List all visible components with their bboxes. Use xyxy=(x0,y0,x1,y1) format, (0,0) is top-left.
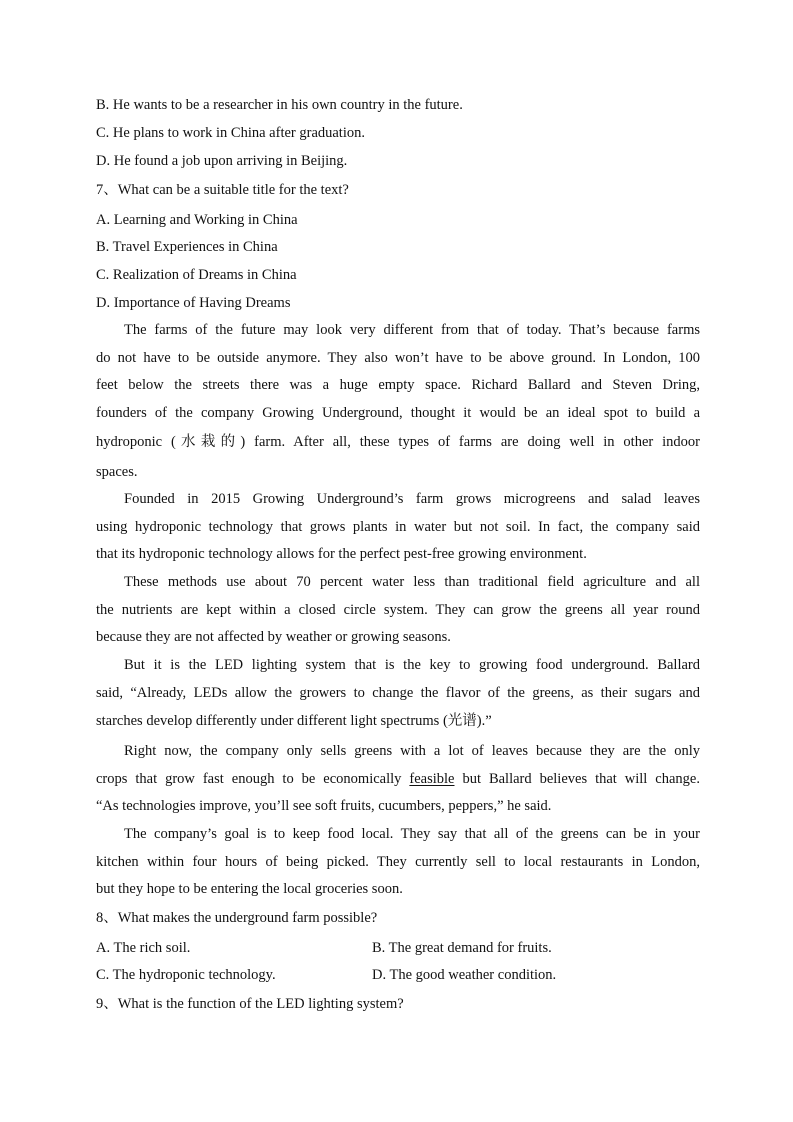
q7-option-a: A. Learning and Working in China xyxy=(96,212,298,228)
paragraph-line: But it is the LED lighting system that is the key to growing food underground. Ballard xyxy=(124,657,700,673)
paragraph-line: The farms of the future may look very different from that of today. That’s because farms xyxy=(124,322,700,338)
paragraph-line: kitchen within four hours of being picked. They currently sell to local restaurants in London, xyxy=(96,854,700,870)
q8-question: 8、What makes the underground farm possible? xyxy=(96,910,378,926)
q7-option-b: B. Travel Experiences in China xyxy=(96,239,278,255)
q7-question: 7、What can be a suitable title for the text? xyxy=(96,182,349,198)
paragraph-line: said, “Already, LEDs allow the growers to change the flavor of the greens, as their sugars and xyxy=(96,685,700,701)
paragraph-line: spaces. xyxy=(96,464,138,480)
q8-option-c: C. The hydroponic technology. xyxy=(96,967,276,983)
q8-option-b: B. The great demand for fruits. xyxy=(372,940,552,956)
paragraph-line: The company’s goal is to keep food local. They say that all of the greens can be in your xyxy=(124,826,700,842)
paragraph-line: crops that grow fast enough to be economically feasible but Ballard believes that will change. xyxy=(96,771,700,787)
q8-option-a: A. The rich soil. xyxy=(96,940,191,956)
paragraph-line: do not have to be outside anymore. They also won’t have to be above ground. In London, 100 xyxy=(96,350,700,366)
q7-option-d: D. Importance of Having Dreams xyxy=(96,295,291,311)
paragraph-line: but they hope to be entering the local groceries soon. xyxy=(96,881,403,897)
paragraph-line: that its hydroponic technology allows for the perfect pest-free growing environment. xyxy=(96,546,587,562)
q6-option-b: B. He wants to be a researcher in his own country in the future. xyxy=(96,97,463,113)
paragraph-line: These methods use about 70 percent water less than traditional field agriculture and all xyxy=(124,574,700,590)
paragraph-line: Founded in 2015 Growing Underground’s farm grows microgreens and salad leaves xyxy=(124,491,700,507)
underlined-word-feasible: feasible xyxy=(409,771,455,787)
paragraph-line: feet below the streets there was a huge empty space. Richard Ballard and Steven Dring, xyxy=(96,377,700,393)
paragraph-line: hydroponic (水栽的) farm. After all, these types of farms are doing well in other indoor xyxy=(96,434,700,450)
q6-option-d: D. He found a job upon arriving in Beijing. xyxy=(96,153,348,169)
paragraph-line: because they are not affected by weather or growing seasons. xyxy=(96,629,451,645)
paragraph-line: starches develop differently under different light spectrums (光谱).” xyxy=(96,713,492,729)
paragraph-line: Right now, the company only sells greens with a lot of leaves because they are the only xyxy=(124,743,700,759)
paragraph-line: the nutrients are kept within a closed circle system. They can grow the greens all year round xyxy=(96,602,700,618)
q8-option-d: D. The good weather condition. xyxy=(372,967,557,983)
paragraph-line: using hydroponic technology that grows plants in water but not soil. In fact, the company said xyxy=(96,519,700,535)
q9-question: 9、What is the function of the LED lighting system? xyxy=(96,996,404,1012)
q7-option-c: C. Realization of Dreams in China xyxy=(96,267,297,283)
paragraph-line: founders of the company Growing Underground, thought it would be an ideal spot to build a xyxy=(96,405,700,421)
paragraph-line: “As technologies improve, you’ll see soft fruits, cucumbers, peppers,” he said. xyxy=(96,798,552,814)
q6-option-c: C. He plans to work in China after graduation. xyxy=(96,125,365,141)
